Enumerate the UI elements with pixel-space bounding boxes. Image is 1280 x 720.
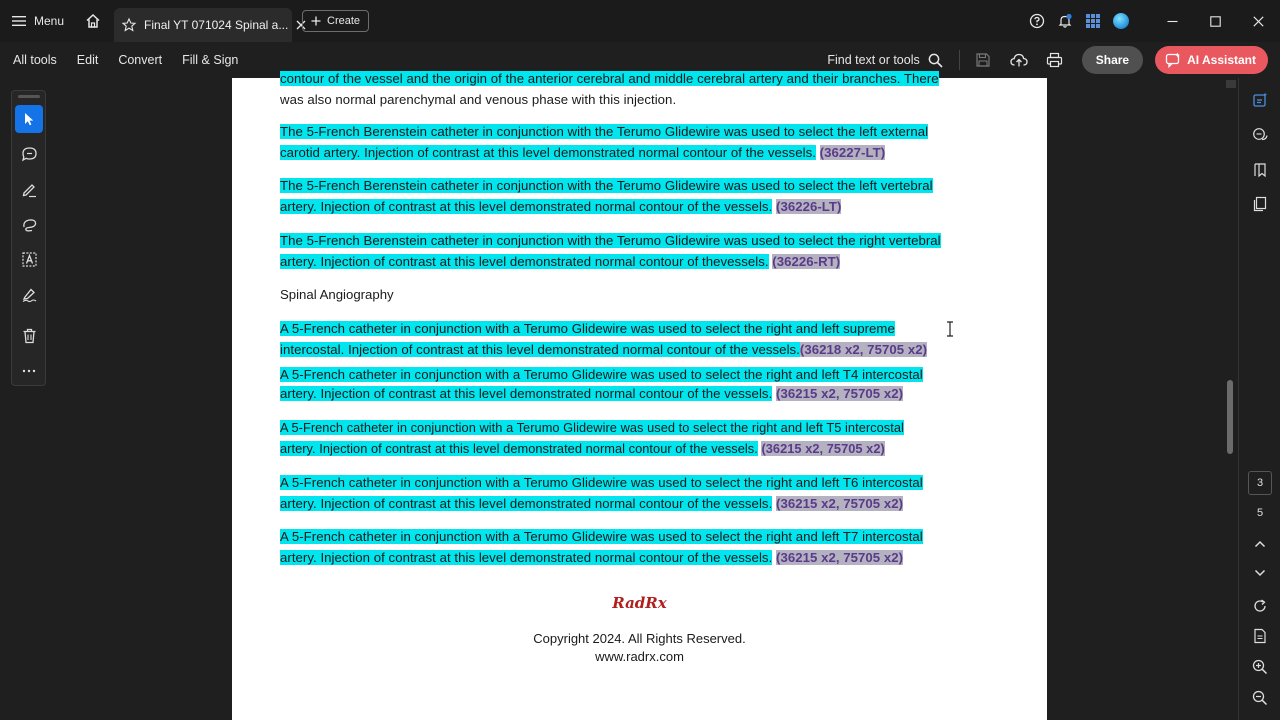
cloud-upload-icon[interactable] <box>1002 42 1036 78</box>
highlighted-text: A 5-French catheter in conjunction with a Terumo Glidewire was used to select the right and left T4 intercostal <box>280 367 923 382</box>
total-pages: 5 <box>1256 507 1264 519</box>
tab-title: Final YT 071024 Spinal a... <box>144 18 289 32</box>
edit-menu[interactable]: Edit <box>76 53 99 67</box>
comment-icon <box>21 146 38 163</box>
highlighted-text: contour of the vessel and the origin of the anterior cerebral and middle cerebral artery and their branches. There <box>280 71 939 86</box>
menu-label: Menu <box>34 14 65 28</box>
current-page-number[interactable]: 3 <box>1248 471 1272 495</box>
comment-tool[interactable] <box>15 140 43 168</box>
close-icon <box>1253 16 1264 27</box>
quick-tools-panel <box>11 90 46 386</box>
page-document-icon[interactable] <box>1246 622 1274 650</box>
highlighted-text: A 5-French catheter in conjunction with a Terumo Glidewire was used to select the right and left supreme <box>280 321 895 336</box>
more-dots-icon <box>22 369 36 373</box>
copyright-text: Copyright 2024. All Rights Reserved. <box>533 631 746 646</box>
rotate-refresh-icon[interactable] <box>1246 592 1274 620</box>
right-side-rail <box>1238 78 1280 720</box>
highlighted-text: artery. Injection of contrast at this level demonstrated normal contour of the vessels. <box>280 198 773 214</box>
highlighted-text: intercostal. Injection of contrast at this level demonstrated normal contour of the vessels. <box>280 341 800 357</box>
more-tools-button[interactable] <box>15 357 43 385</box>
text-cursor-icon <box>946 321 954 337</box>
menu-button[interactable] <box>0 0 76 42</box>
minimize-icon <box>1167 16 1178 27</box>
ai-assistant-label: AI Assistant <box>1187 53 1256 67</box>
cursor-arrow-icon <box>22 112 36 126</box>
star-icon[interactable] <box>122 18 136 32</box>
procedure-code: (36226-RT) <box>772 253 841 269</box>
page-thumbnails-icon[interactable] <box>1246 190 1274 218</box>
paragraph-supreme-intercostal <box>280 319 1000 360</box>
paragraph-left-vertebral <box>280 176 1000 217</box>
maximize-icon <box>1210 16 1221 27</box>
home-button[interactable] <box>76 0 110 42</box>
ai-assistant-icon <box>1165 52 1181 68</box>
procedure-code: (36215 x2, 75705 x2) <box>761 440 885 456</box>
delete-tool[interactable] <box>15 322 43 350</box>
document-tab[interactable] <box>114 8 292 42</box>
find-text-label: Find text or tools <box>827 53 920 67</box>
radrx-logo: RadRx <box>612 594 667 612</box>
paragraph-t7-intercostal <box>280 527 1000 568</box>
highlighted-text: The 5-French Berenstein catheter in conjunction with the Terumo Glidewire was used to select the right vertebral <box>280 233 941 248</box>
highlighted-text: artery. Injection of contrast at this level demonstrated normal contour of the vessels. <box>280 440 758 456</box>
procedure-code: (36218 x2, 75705 x2) <box>799 341 928 357</box>
paragraph-t5-intercostal <box>280 418 1000 459</box>
search-icon <box>928 53 943 68</box>
minimize-button[interactable] <box>1151 0 1194 42</box>
panel-drag-handle[interactable] <box>18 95 40 98</box>
paragraph-t6-intercostal <box>280 473 1000 514</box>
comments-panel-icon[interactable] <box>1246 121 1274 149</box>
next-page-chevron-down-icon[interactable] <box>1246 559 1274 587</box>
convert-menu[interactable]: Convert <box>118 53 163 67</box>
highlight-tool[interactable] <box>15 175 43 203</box>
plus-icon <box>311 16 321 26</box>
freehand-loop-icon <box>21 216 38 233</box>
scrollbar-thumb[interactable] <box>1227 380 1233 454</box>
vertical-scrollbar[interactable] <box>1224 78 1238 720</box>
procedure-code: (36226-LT) <box>776 198 842 214</box>
highlighted-text: artery. Injection of contrast at this level demonstrated normal contour of the vessels. <box>280 549 773 565</box>
paragraph-external-carotid <box>280 122 1000 163</box>
procedure-code: (36227-LT) <box>819 144 886 160</box>
draw-tool[interactable] <box>15 210 43 238</box>
fill-sign-menu[interactable]: Fill & Sign <box>182 53 239 67</box>
zoom-out-icon[interactable] <box>1246 684 1274 712</box>
create-label: Create <box>327 15 361 27</box>
procedure-code: (36215 x2, 75705 x2) <box>776 549 904 565</box>
scroll-up-arrow[interactable] <box>1226 80 1236 88</box>
website-link[interactable]: www.radrx.com <box>595 649 684 664</box>
document-workspace <box>0 71 1238 720</box>
signature-pen-icon <box>21 286 38 303</box>
bookmarks-icon[interactable] <box>1246 156 1274 184</box>
previous-page-chevron-up-icon[interactable] <box>1246 530 1274 558</box>
text-tool[interactable] <box>15 245 43 273</box>
text-box-icon <box>21 251 38 268</box>
share-button[interactable]: Share <box>1082 46 1143 74</box>
apps-grid-icon[interactable] <box>1079 0 1107 42</box>
hamburger-icon <box>12 15 26 27</box>
highlighter-pen-icon <box>21 181 38 198</box>
ai-generative-summary-icon[interactable] <box>1246 86 1274 114</box>
paragraph-partial <box>280 69 1000 110</box>
highlighted-text: carotid artery. Injection of contrast at this level demonstrated normal contour of the vessels. <box>280 144 816 160</box>
plain-text: was also normal parenchymal and venous phase with this injection. <box>280 91 677 107</box>
highlighted-text: The 5-French Berenstein catheter in conjunction with the Terumo Glidewire was used to select the left vertebral <box>280 178 933 193</box>
trash-icon <box>22 328 37 344</box>
toolbar-divider <box>959 50 960 70</box>
sign-tool[interactable] <box>15 280 43 308</box>
section-heading: Spinal Angiography <box>280 287 394 302</box>
create-button[interactable] <box>302 10 369 32</box>
zoom-in-icon[interactable] <box>1246 653 1274 681</box>
highlighted-text: artery. Injection of contrast at this level demonstrated normal contour of the vessels. <box>280 385 773 401</box>
all-tools-menu[interactable]: All tools <box>13 53 57 67</box>
title-bar <box>0 0 1280 42</box>
help-icon[interactable] <box>1023 0 1051 42</box>
select-tool[interactable] <box>15 105 43 133</box>
highlighted-text: A 5-French catheter in conjunction with a Terumo Glidewire was used to select the right and left T7 intercostal <box>280 529 923 544</box>
close-window-button[interactable] <box>1237 0 1280 42</box>
highlighted-text: A 5-French catheter in conjunction with a Terumo Glidewire was used to select the right and left T6 intercostal <box>280 475 923 490</box>
print-icon[interactable] <box>1038 42 1072 78</box>
highlighted-text: artery. Injection of contrast at this level demonstrated normal contour of thevessels. <box>280 253 769 269</box>
profile-avatar[interactable] <box>1107 0 1135 42</box>
procedure-code: (36215 x2, 75705 x2) <box>776 385 904 401</box>
procedure-code: (36215 x2, 75705 x2) <box>776 495 904 511</box>
highlighted-text: artery. Injection of contrast at this level demonstrated normal contour of the vessels. <box>280 495 773 511</box>
paragraph-right-vertebral <box>280 231 1000 272</box>
highlighted-text: A 5-French catheter in conjunction with a Terumo Glidewire was used to select the right and left T5 intercostal <box>280 420 904 435</box>
ai-assistant-button[interactable] <box>1155 46 1268 74</box>
maximize-button[interactable] <box>1194 0 1237 42</box>
paragraph-t4-intercostal <box>280 366 1000 403</box>
pdf-page[interactable] <box>232 71 1047 720</box>
notification-bell-icon[interactable] <box>1051 0 1079 42</box>
find-text-button[interactable] <box>817 53 952 68</box>
home-icon <box>85 13 101 29</box>
highlighted-text: The 5-French Berenstein catheter in conjunction with the Terumo Glidewire was used to select the left external <box>280 124 929 139</box>
